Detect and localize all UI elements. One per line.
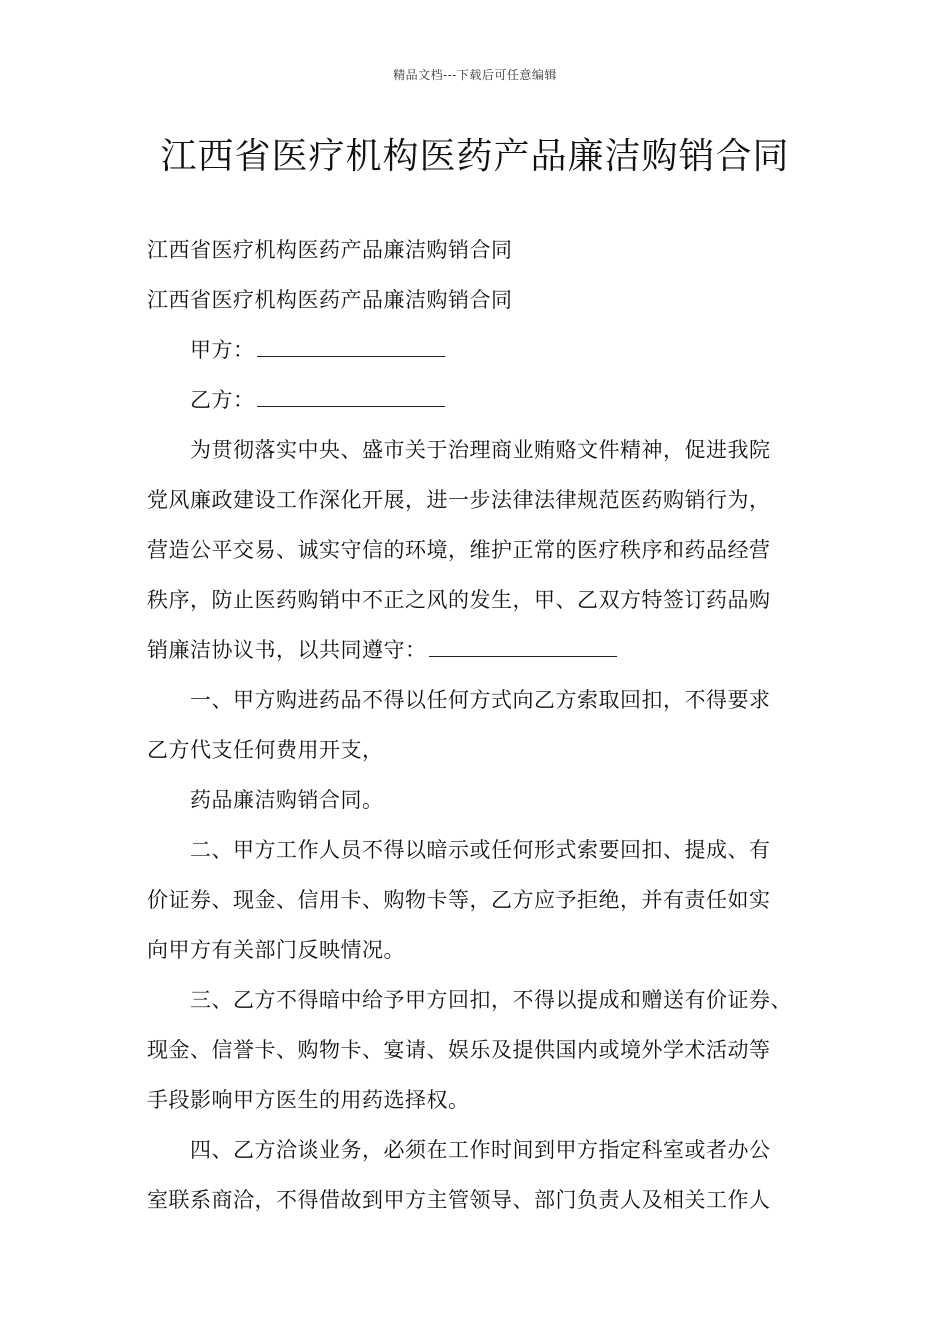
preamble-line-3: 营造公平交易、诚实守信的环境，维护正常的医疗秩序和药品经营 (147, 538, 771, 562)
clause-4-line-2: 室联系商洽，不得借故到甲方主管领导、部门负责人及相关工作人 (147, 1188, 771, 1212)
clause-1-line-2: 乙方代支任何费用开支， (147, 738, 384, 762)
party-a-blank (257, 332, 445, 357)
clause-3-line-3: 手段影响甲方医生的用药选择权。 (147, 1088, 470, 1112)
party-a-label: 甲方： (190, 338, 255, 362)
preamble-line-1: 为贯彻落实中央、盛市关于治理商业贿赂文件精神，促进我院 (190, 438, 771, 462)
body-line-repeat-title-2: 江西省医疗机构医药产品廉洁购销合同 (147, 288, 513, 312)
clause-2-line-1: 二、甲方工作人员不得以暗示或任何形式索要回扣、提成、有 (190, 838, 771, 862)
preamble-line-2: 党风廉政建设工作深化开展，进一步法律法律规范医药购销行为， (147, 488, 771, 512)
clause-2-line-2: 价证券、现金、信用卡、购物卡等，乙方应予拒绝，并有责任如实 (147, 888, 771, 912)
clause-1-note: 药品廉洁购销合同。 (190, 788, 384, 812)
party-a-line (147, 330, 819, 380)
clause-3-line-1: 三、乙方不得暗中给予甲方回扣，不得以提成和赠送有价证券、 (190, 988, 792, 1012)
preamble-blank (429, 632, 617, 657)
party-b-line (147, 380, 819, 430)
party-b-label: 乙方： (190, 388, 255, 412)
preamble-line-5 (147, 630, 819, 680)
preamble-line-4: 秩序，防止医药购销中不正之风的发生，甲、乙双方特签订药品购 (147, 588, 771, 612)
header-note: 精品文档---下载后可任意编辑 (393, 68, 557, 82)
document-title: 江西省医疗机构医药产品廉洁购销合同 (160, 136, 790, 177)
party-b-blank (257, 382, 445, 407)
body-line-repeat-title-1: 江西省医疗机构医药产品廉洁购销合同 (147, 238, 513, 262)
preamble-line-5-text: 销廉洁协议书，以共同遵守： (147, 638, 427, 662)
clause-1-line-1: 一、甲方购进药品不得以任何方式向乙方索取回扣，不得要求 (190, 688, 771, 712)
clause-3-line-2: 现金、信誉卡、购物卡、宴请、娱乐及提供国内或境外学术活动等 (147, 1038, 771, 1062)
clause-2-line-3: 向甲方有关部门反映情况。 (147, 938, 405, 962)
document-body (147, 230, 819, 1230)
clause-4-line-1: 四、乙方洽谈业务，必须在工作时间到甲方指定科室或者办公 (190, 1138, 771, 1162)
